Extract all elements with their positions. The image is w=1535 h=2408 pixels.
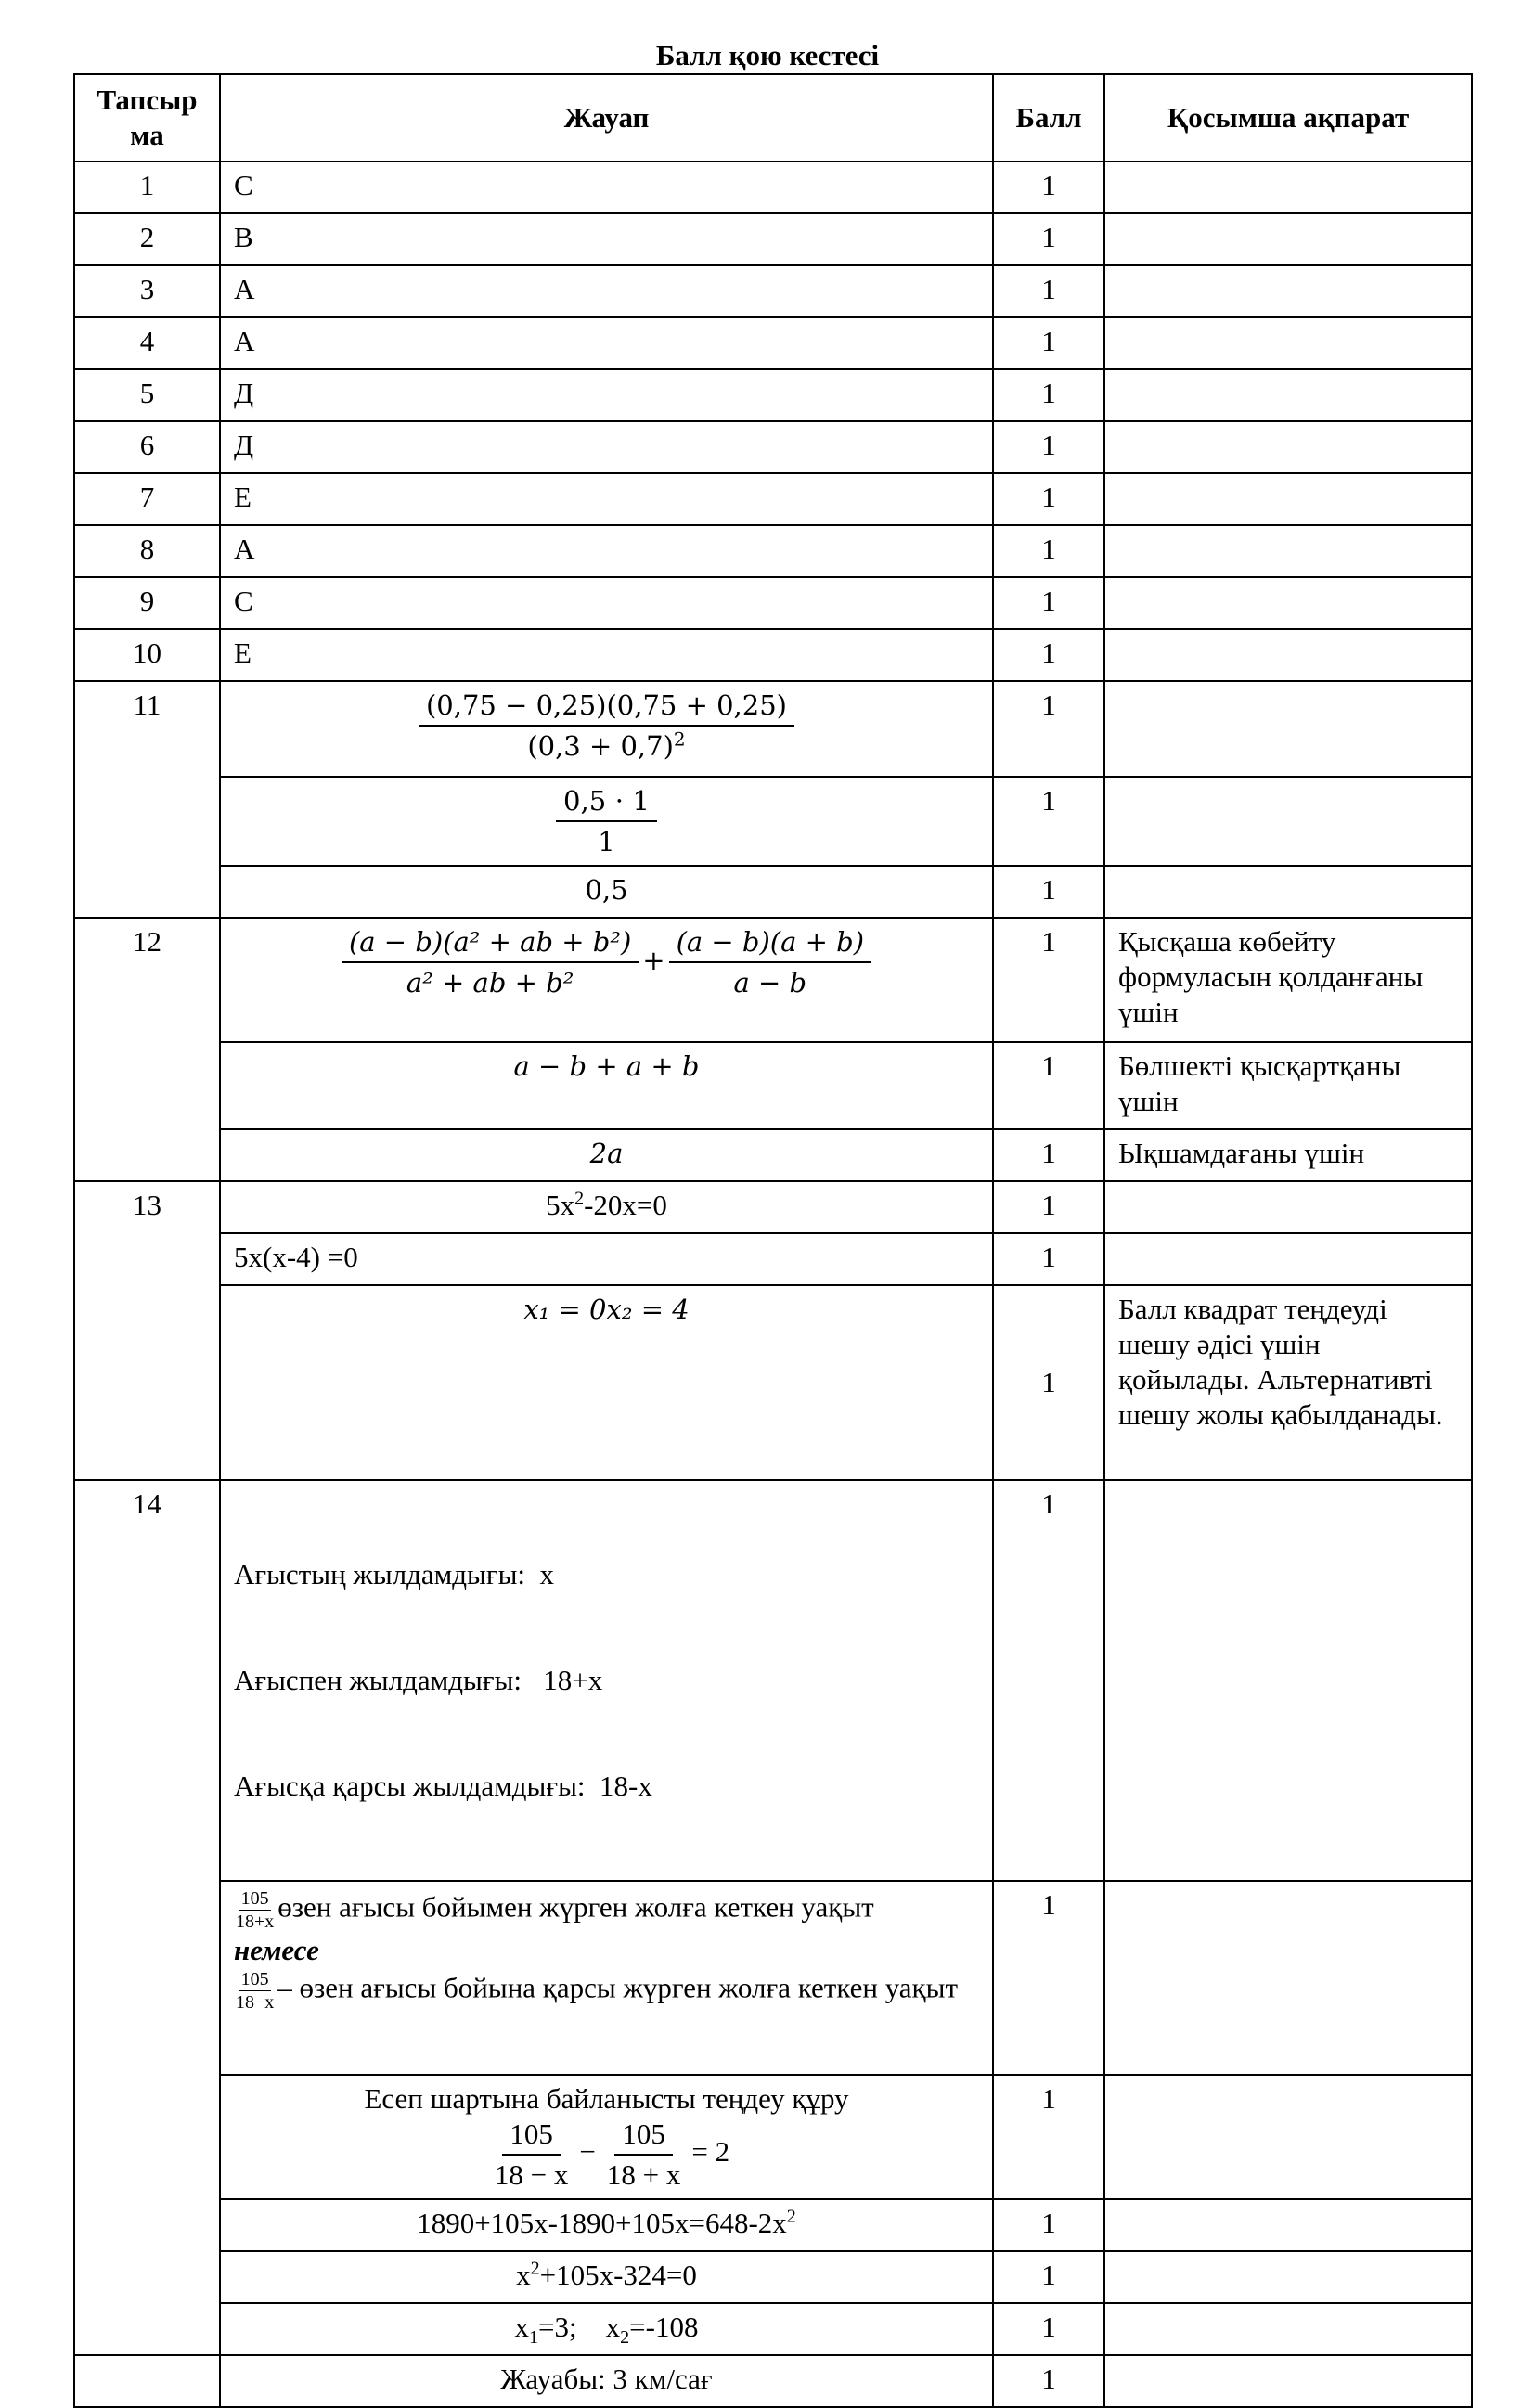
score-cell: 1 [993,777,1104,866]
info-cell [1104,1480,1472,1881]
text-line: Ағыстың жылдамдығы: x [234,1558,555,1590]
header-score: Балл [993,74,1104,161]
score-cell: 1 [993,2199,1104,2251]
fraction: $\frac{105}{18 + x}$ [606,2118,681,2191]
header-task: Тапсыр ма [74,74,220,161]
fraction: $\frac{105}{18 - x}$ [494,2118,569,2191]
score-cell: 1 [993,421,1104,473]
info-cell [1104,629,1472,681]
fraction: $\frac{0,5 \cdot 1}{1}$ [556,783,657,859]
final-answer: Жауабы: 3 км/сағ [220,2355,993,2407]
score-cell: 1 [993,213,1104,265]
answer-cell: E [220,473,993,525]
equation: $\frac{105}{18 - x}$ − $\frac{105}{18 + x}$ = 2 [234,2117,979,2193]
score-cell: 1 [993,629,1104,681]
score-cell: 1 [993,2355,1104,2407]
info-cell [1104,2355,1472,2407]
score-cell: 1 [993,1233,1104,1285]
table-row [74,473,1472,525]
table-row-q11-step3 [74,866,1472,918]
score-cell: 1 [993,2251,1104,2303]
info-cell [1104,265,1472,317]
answer-cell: B [220,213,993,265]
score-cell: 1 [993,577,1104,629]
table-row [74,525,1472,577]
info-cell [1104,2251,1472,2303]
table-row-q14-step6 [74,2303,1472,2355]
info-cell: Ықшамдағаны үшін [1104,1129,1472,1181]
answer-cell: C [220,161,993,213]
table-row [74,317,1472,369]
table-row-q13-step3 [74,1285,1472,1480]
score-cell: 1 [993,1480,1104,1881]
task-number: 14 [74,1480,220,2355]
task-number: 8 [74,525,220,577]
table-row-q14-step4 [74,2199,1472,2251]
score-cell: 1 [993,265,1104,317]
task-number: 7 [74,473,220,525]
fraction: $\frac{(a - b)(a + b)}{a - b}$ [669,924,871,1000]
info-cell [1104,2199,1472,2251]
score-cell: 1 [993,918,1104,1042]
table-row-q14-step5 [74,2251,1472,2303]
answer-cell: $1890+105x-1890+105x=648-2x^2$ [220,2199,993,2251]
info-cell [1104,525,1472,577]
task-number: 10 [74,629,220,681]
info-cell: Балл квадрат теңдеуді шешу әдісі үшін қойылады. Альтернативті шешу жолы қабылданады. [1104,1285,1472,1480]
or-label: немесе [234,1934,319,1966]
score-cell: 1 [993,1181,1104,1233]
text-line: Ағысқа қарсы жылдамдығы: 18-x [234,1770,652,1802]
info-cell [1104,1233,1472,1285]
text-line: Ағыспен жылдамдығы: 18+x [234,1664,603,1696]
info-cell [1104,577,1472,629]
answer-cell [220,2075,993,2199]
table-row [74,421,1472,473]
page-title: Балл қою кестесі [655,39,880,71]
answer-cell: Д [220,421,993,473]
task-number: 9 [74,577,220,629]
score-cell: 1 [993,161,1104,213]
task-number: 6 [74,421,220,473]
info-cell [1104,317,1472,369]
table-row-q12-step3 [74,1129,1472,1181]
table-row-q14-step3 [74,2075,1472,2199]
task-number: 12 [74,918,220,1181]
score-cell: 1 [993,473,1104,525]
table-row [74,265,1472,317]
task-number: 2 [74,213,220,265]
answer-cell [220,681,993,777]
task-number: 5 [74,369,220,421]
table-row-q12-step2 [74,1042,1472,1129]
info-cell [1104,2303,1472,2355]
table-row-q14-step1 [74,1480,1472,1881]
answer-cell: a − b + a + b [220,1042,993,1129]
info-cell [1104,777,1472,866]
table-row [74,213,1472,265]
answer-cell: A [220,265,993,317]
answer-cell: x₁ = 0x₂ = 4 [220,1285,993,1480]
answer-cell: 0,5 [220,866,993,918]
fraction: $\frac{105}{18+x}$ [236,1888,275,1932]
answer-cell: $5x^2-20x=0$ [220,1181,993,1233]
task-number: 11 [74,681,220,918]
scoring-table [73,73,1473,2408]
answer-cell: $\frac{\text{(a − b)(a² + ab + b²)}}{\text{a² + ab + b²}}$ + $\frac{(a - b)(a + b)}{a - b}$ [220,918,993,1042]
answer-cell: A [220,317,993,369]
header-answer: Жауап [220,74,993,161]
fraction: $\frac{\text{(a − b)(a² + ab + b²)}}{\text{a² + ab + b²}}$ [342,924,639,1000]
equation-caption: Есеп шартына байланысты теңдеу құру [364,2082,849,2115]
table-row-q11-step2 [74,777,1472,866]
info-cell [1104,2075,1472,2199]
table-row-q13-step1 [74,1181,1472,1233]
table-row-q12-step1 [74,918,1472,1042]
info-cell [1104,1181,1472,1233]
table-row-q11-step1 [74,681,1472,777]
score-cell: 1 [993,317,1104,369]
task-number: 4 [74,317,220,369]
answer-cell: 5x(x-4) =0 [220,1233,993,1285]
table-row-q14-step2 [74,1881,1472,2075]
info-cell [1104,161,1472,213]
answer-cell: Д [220,369,993,421]
answer-cell: $\frac{105}{18+x}$ өзен ағысы бойымен жүрген жолға кеткен уақыт немесе $\frac{105}{18-x}$ – өзен ағысы бойына қарсы жүрген жолға кеткен уақыт [220,1881,993,2075]
answer-cell: C [220,577,993,629]
table-row [74,577,1472,629]
task-number: 3 [74,265,220,317]
answer-cell: $x^2+105x-324=0$ [220,2251,993,2303]
fraction: $\frac{(0,75 - 0,25)(0,75 + 0,25)}{(0,3 + 0,7)^2}$ [419,688,794,764]
info-cell [1104,866,1472,918]
answer-cell [220,1480,993,1881]
task-number: 13 [74,1181,220,1480]
score-cell: 1 [993,1881,1104,2075]
info-cell [1104,681,1472,777]
fraction: $\frac{105}{18-x}$ [236,1969,275,2013]
table-row-q13-step2 [74,1233,1472,1285]
score-cell: 1 [993,681,1104,777]
score-cell: 1 [993,2303,1104,2355]
score-cell: 1 [993,1129,1104,1181]
header-row [74,74,1472,161]
score-cell: 1 [993,866,1104,918]
answer-cell: 2a [220,1129,993,1181]
header-info: Қосымша ақпарат [1104,74,1472,161]
info-cell [1104,1881,1472,2075]
info-cell [1104,369,1472,421]
info-cell [1104,421,1472,473]
score-cell: 1 [993,1285,1104,1480]
info-cell: Қысқаша көбейту формуласын қолданғаны үшін [1104,918,1472,1042]
table-row [74,369,1472,421]
info-cell [1104,213,1472,265]
table-row [74,161,1472,213]
info-cell [1104,473,1472,525]
info-cell: Бөлшекті қысқартқаны үшін [1104,1042,1472,1129]
score-cell: 1 [993,525,1104,577]
task-number [74,2355,220,2407]
table-row [74,629,1472,681]
answer-cell: A [220,525,993,577]
answer-cell [220,777,993,866]
answer-cell: E [220,629,993,681]
score-cell: 1 [993,1042,1104,1129]
score-cell: 1 [993,2075,1104,2199]
answer-cell: $x_1=3$; $x_2=-108$ [220,2303,993,2355]
task-number: 1 [74,161,220,213]
table-row-final-answer [74,2355,1472,2407]
score-cell: 1 [993,369,1104,421]
